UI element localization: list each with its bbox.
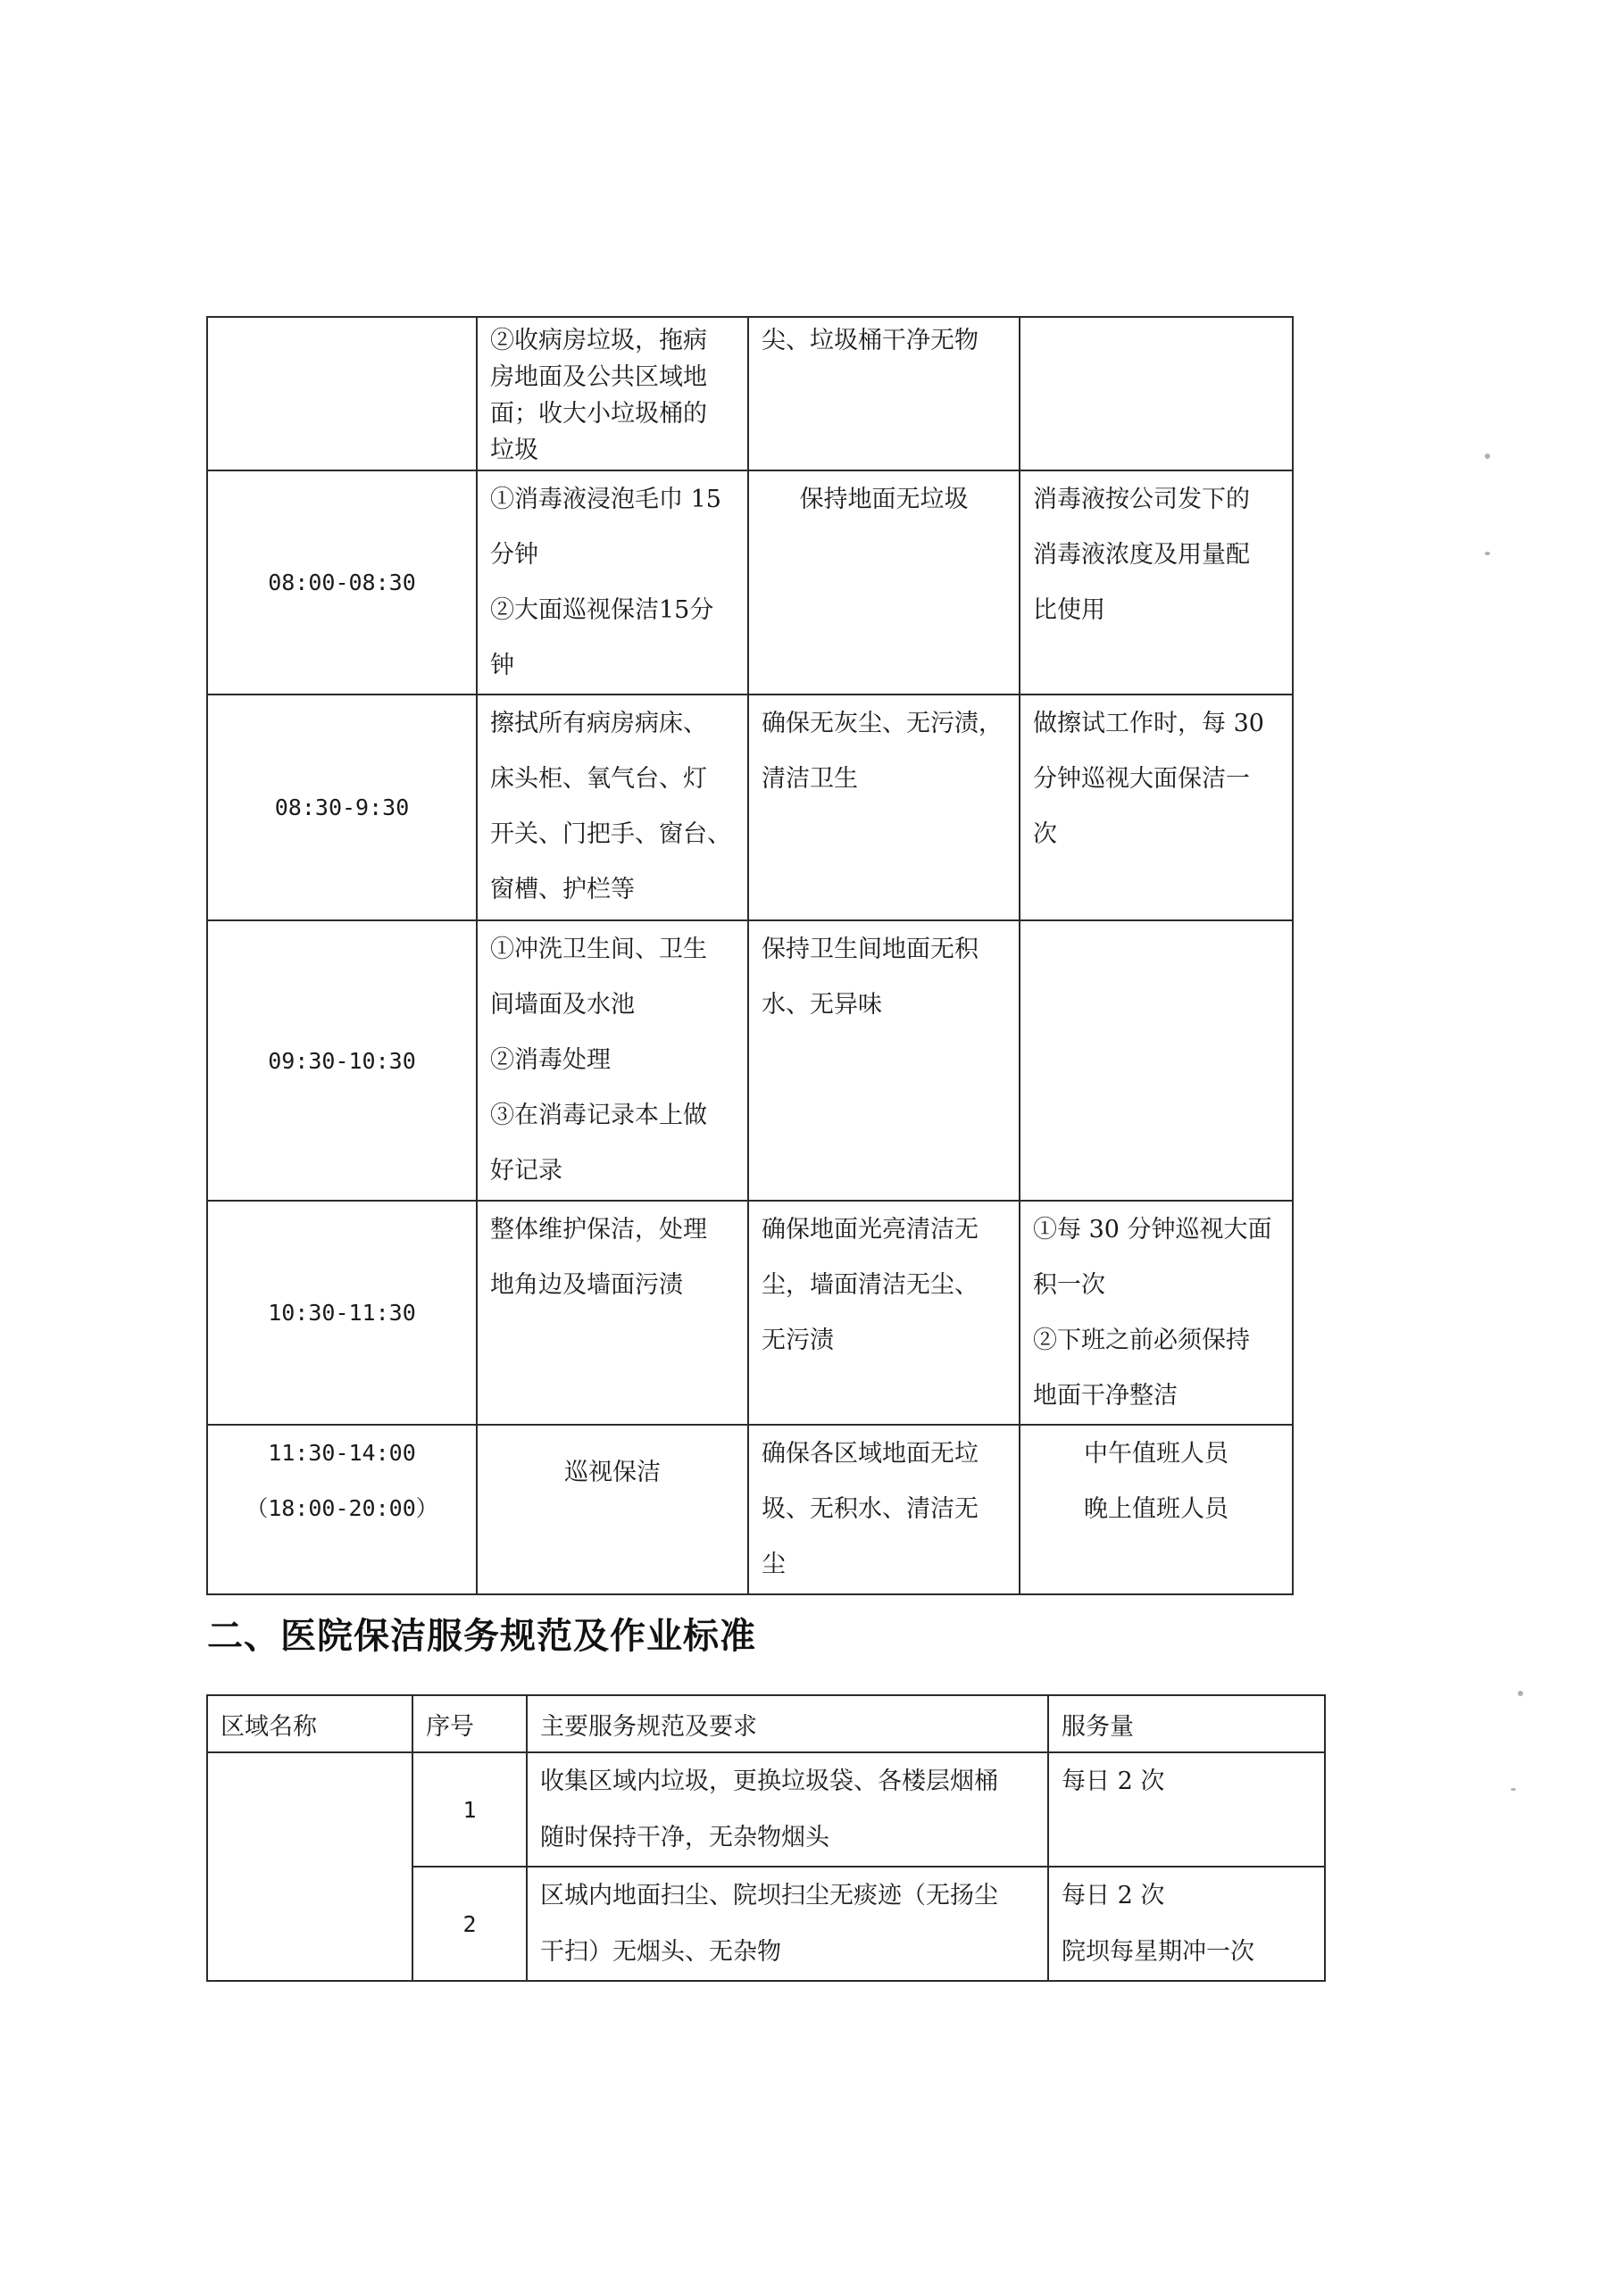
time-cell	[207, 695, 477, 920]
content-line: 整体维护保洁，处理	[490, 1216, 707, 1244]
content-line: ②大面巡视保洁15分	[490, 596, 714, 624]
standard-line: 保持地面无垃圾	[799, 486, 969, 513]
standard-line: 确保无灰尘、无污渍，	[762, 710, 1003, 737]
content-line: 房地面及公共区域地	[490, 363, 707, 391]
content-line: ①消毒液浸泡毛巾 15	[490, 486, 721, 513]
standard-cell	[748, 1201, 1020, 1425]
requirement-line: 区城内地面扫尘、院坝扫尘无痰迹（无扬尘	[540, 1882, 998, 1909]
header-seq: 序号	[412, 1695, 527, 1752]
content-line: 间墙面及水池	[490, 991, 635, 1019]
scan-speck	[1518, 1691, 1523, 1696]
standard-cell	[748, 695, 1020, 920]
schedule-row	[207, 920, 1293, 1201]
volume-cell	[1048, 1752, 1325, 1867]
time-line: 08:30-9:30	[274, 794, 410, 820]
content-line: ②消毒处理	[490, 1046, 611, 1074]
content-line: ①冲洗卫生间、卫生	[490, 936, 707, 963]
standard-line: 尘	[762, 1551, 786, 1578]
requirements-cell	[527, 1752, 1048, 1867]
notes-line: ②下班之前必须保持	[1033, 1327, 1250, 1354]
volume-line: 每日 2 次	[1062, 1768, 1165, 1795]
content-line: 窗槽、护栏等	[490, 876, 635, 903]
notes-line: 中午值班人员	[1084, 1440, 1228, 1468]
notes-line: 消毒液浓度及用量配	[1033, 541, 1250, 569]
notes-line: 比使用	[1033, 596, 1105, 624]
time-line: 11:30-14:00	[268, 1440, 416, 1466]
content-cell	[477, 1425, 748, 1594]
content-cell	[477, 1201, 748, 1425]
requirement-line: 随时保持干净，无杂物烟头	[540, 1824, 829, 1851]
time-cell	[207, 1201, 477, 1425]
scan-speck	[1485, 453, 1490, 459]
standard-line: 确保地面光亮清洁无	[762, 1216, 979, 1244]
section-heading: 二、医院保洁服务规范及作业标准	[207, 1616, 756, 1657]
notes-line: 次	[1033, 820, 1057, 848]
header-requirements: 主要服务规范及要求	[527, 1695, 1048, 1752]
scan-speck	[1485, 552, 1490, 555]
schedule-row	[207, 1425, 1293, 1594]
seq-cell: 1	[412, 1752, 527, 1867]
requirement-line: 干扫）无烟头、无杂物	[540, 1938, 781, 1966]
schedule-row	[207, 695, 1293, 920]
content-cell	[477, 695, 748, 920]
scan-speck	[1511, 1788, 1516, 1791]
notes-cell	[1020, 920, 1293, 1201]
content-line: 好记录	[490, 1157, 562, 1185]
time-line: （18:00-20:00）	[246, 1495, 438, 1521]
standard-cell	[748, 920, 1020, 1201]
content-line: 开关、门把手、窗台、	[490, 820, 731, 848]
standard-line: 圾、无积水、清洁无	[762, 1495, 979, 1523]
notes-cell	[1020, 470, 1293, 695]
volume-line: 每日 2 次	[1062, 1882, 1165, 1909]
notes-line: 分钟巡视大面保洁一	[1033, 765, 1250, 793]
header-volume: 服务量	[1048, 1695, 1325, 1752]
header-row	[207, 1695, 1325, 1752]
schedule-row	[207, 1201, 1293, 1425]
content-line: ②收病房垃圾，拖病	[490, 327, 707, 354]
notes-cell	[1020, 317, 1293, 470]
standard-cell	[748, 317, 1020, 470]
content-line: 地角边及墙面污渍	[490, 1271, 683, 1299]
requirements-cell	[527, 1867, 1048, 1981]
notes-line: 积一次	[1033, 1271, 1105, 1299]
notes-cell	[1020, 695, 1293, 920]
standard-line: 尖、垃圾桶干净无物	[762, 327, 979, 354]
content-line: 巡视保洁	[564, 1459, 661, 1486]
time-line: 08:00-08:30	[268, 570, 416, 595]
standard-line: 清洁卫生	[762, 765, 858, 793]
time-cell	[207, 1425, 477, 1594]
notes-line: 晚上值班人员	[1084, 1495, 1228, 1523]
notes-line: 地面干净整洁	[1033, 1382, 1178, 1410]
schedule-row	[207, 470, 1293, 695]
table-row	[207, 1752, 1325, 1867]
notes-cell	[1020, 1425, 1293, 1594]
requirement-line: 收集区域内垃圾，更换垃圾袋、各楼层烟桶	[540, 1768, 998, 1795]
time-cell	[207, 317, 477, 470]
cleaning-schedule-table	[206, 316, 1294, 1595]
volume-cell	[1048, 1867, 1325, 1981]
volume-line: 院坝每星期冲一次	[1062, 1938, 1254, 1966]
time-cell	[207, 470, 477, 695]
content-line: 分钟	[490, 541, 538, 569]
notes-line: ①每 30 分钟巡视大面	[1033, 1216, 1272, 1244]
content-cell	[477, 920, 748, 1201]
standard-line: 无污渍	[762, 1327, 834, 1354]
standard-cell	[748, 1425, 1020, 1594]
area-cell	[207, 1752, 412, 1981]
standard-line: 尘，墙面清洁无尘、	[762, 1271, 979, 1299]
header-area: 区域名称	[207, 1695, 412, 1752]
content-line: ③在消毒记录本上做	[490, 1102, 707, 1129]
standard-cell	[748, 470, 1020, 695]
service-standards-table	[206, 1694, 1326, 1982]
standard-line: 保持卫生间地面无积	[762, 936, 979, 963]
notes-cell	[1020, 1201, 1293, 1425]
seq-cell: 2	[412, 1867, 527, 1981]
standard-line: 水、无异味	[762, 991, 882, 1019]
time-line: 10:30-11:30	[268, 1300, 416, 1326]
time-cell	[207, 920, 477, 1201]
time-line: 09:30-10:30	[268, 1047, 416, 1074]
notes-line: 做擦试工作时，每 30	[1033, 710, 1264, 737]
content-line: 钟	[490, 652, 514, 679]
standard-line: 确保各区域地面无垃	[762, 1440, 979, 1468]
content-cell	[477, 317, 748, 470]
notes-line: 消毒液按公司发下的	[1033, 486, 1250, 513]
content-line: 床头柜、氧气台、灯	[490, 765, 707, 793]
schedule-row	[207, 317, 1293, 470]
content-line: 面；收大小垃圾桶的	[490, 400, 707, 428]
content-line: 垃圾	[490, 437, 538, 464]
content-cell	[477, 470, 748, 695]
content-line: 擦拭所有病房病床、	[490, 710, 707, 737]
